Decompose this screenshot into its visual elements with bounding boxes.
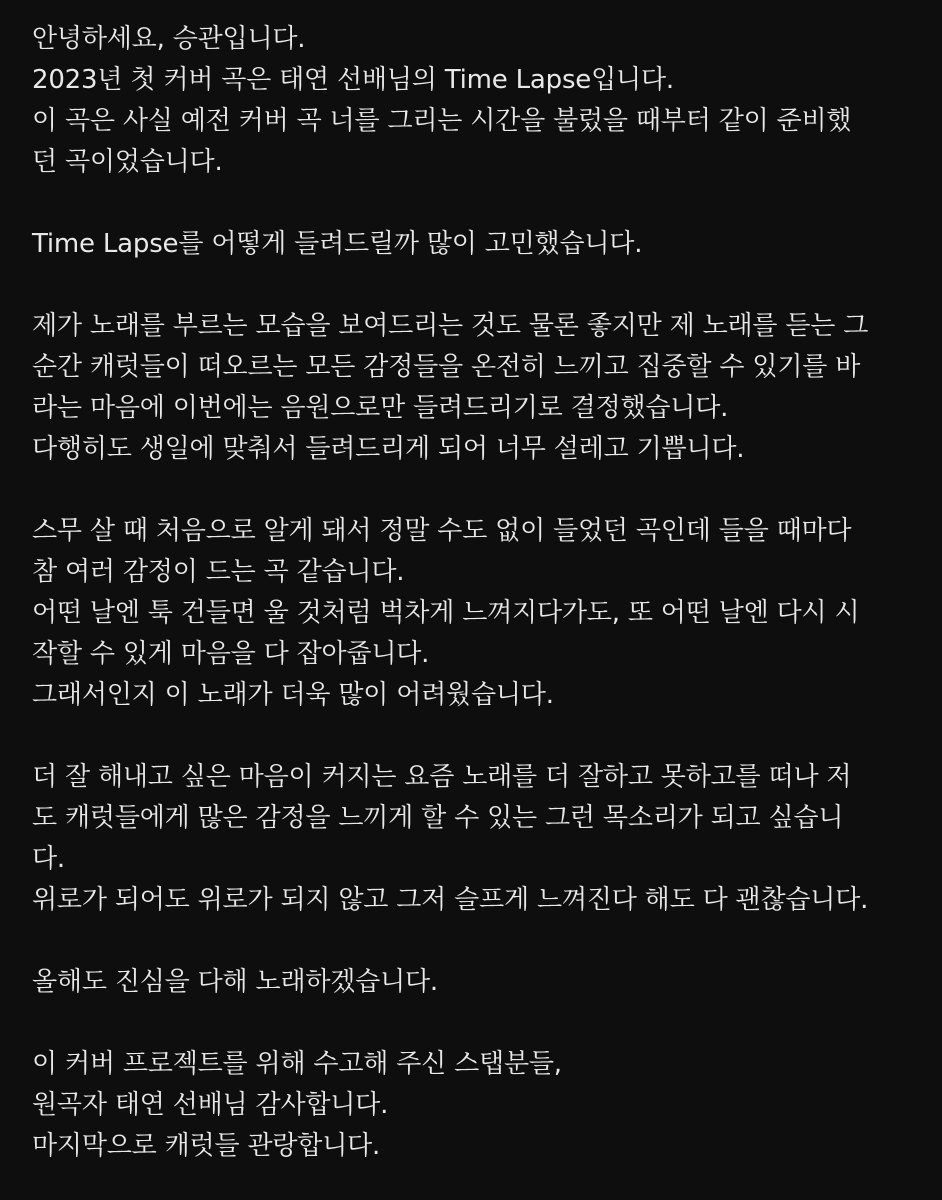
text-line: 이 커버 프로젝트를 위해 수고해 주신 스탭분들, <box>32 1049 562 1079</box>
paragraph-release-decision <box>32 306 932 470</box>
text-line: 어떤 날엔 툭 건들면 울 것처럼 벅차게 느껴지다가도, 또 어떤 날엔 다시 시 <box>32 598 860 628</box>
text-line: 라는 마음에 이번에는 음원으로만 들려드리기로 결정했습니다. <box>32 393 729 423</box>
paragraph-spacer <box>32 265 932 306</box>
paragraph-greeting <box>32 19 932 183</box>
paragraph-spacer <box>32 716 932 757</box>
text-line: 위로가 되어도 위로가 되지 않고 그저 슬프게 느껴진다 해도 다 괜찮습니다. <box>32 885 869 915</box>
paragraph-promise <box>32 962 932 1003</box>
paragraph-how-to-share <box>32 224 932 265</box>
paragraph-spacer <box>32 470 932 511</box>
text-line: 이 곡은 사실 예전 커버 곡 너를 그리는 시간을 불렀을 때부터 같이 준비했 <box>32 106 852 136</box>
text-line: 다. <box>32 844 65 874</box>
text-line: 도 캐럿들에게 많은 감정을 느끼게 할 수 있는 그런 목소리가 되고 싶습니 <box>32 803 844 833</box>
text-line: 다행히도 생일에 맞춰서 들려드리게 되어 너무 설레고 기쁩니다. <box>32 434 745 464</box>
text-line: 원곡자 태연 선배님 감사합니다. <box>32 1090 389 1120</box>
note-body <box>32 19 932 1167</box>
text-line: 제가 노래를 부르는 모습을 보여드리는 것도 물론 좋지만 제 노래를 듣는 그 <box>32 311 869 341</box>
paragraph-song-memory <box>32 511 932 716</box>
paragraph-spacer <box>32 921 932 962</box>
text-line: 스무 살 때 처음으로 알게 돼서 정말 수도 없이 들었던 곡인데 들을 때마다 <box>32 516 852 546</box>
text-line: 던 곡이었습니다. <box>32 147 223 177</box>
paragraph-hopes <box>32 757 932 921</box>
text-line: 순간 캐럿들이 떠오르는 모든 감정들을 온전히 느끼고 집중할 수 있기를 바 <box>32 352 861 382</box>
text-line: 더 잘 해내고 싶은 마음이 커지는 요즘 노래를 더 잘하고 못하고를 떠나 저 <box>32 762 852 792</box>
text-line: 2023년 첫 커버 곡은 태연 선배님의 Time Lapse입니다. <box>32 65 674 95</box>
text-line: 올해도 진심을 다해 노래하겠습니다. <box>32 967 438 997</box>
text-line: 안녕하세요, 승관입니다. <box>32 24 306 54</box>
paragraph-spacer <box>32 1003 932 1044</box>
text-line: 참 여러 감정이 드는 곡 같습니다. <box>32 557 405 587</box>
text-line: Time Lapse를 어떻게 들려드릴까 많이 고민했습니다. <box>32 229 643 259</box>
paragraph-spacer <box>32 183 932 224</box>
text-line: 마지막으로 캐럿들 관랑합니다. <box>32 1131 381 1161</box>
text-line: 작할 수 있게 마음을 다 잡아줍니다. <box>32 639 430 669</box>
paragraph-thanks <box>32 1044 932 1167</box>
text-line: 그래서인지 이 노래가 더욱 많이 어려웠습니다. <box>32 680 554 710</box>
